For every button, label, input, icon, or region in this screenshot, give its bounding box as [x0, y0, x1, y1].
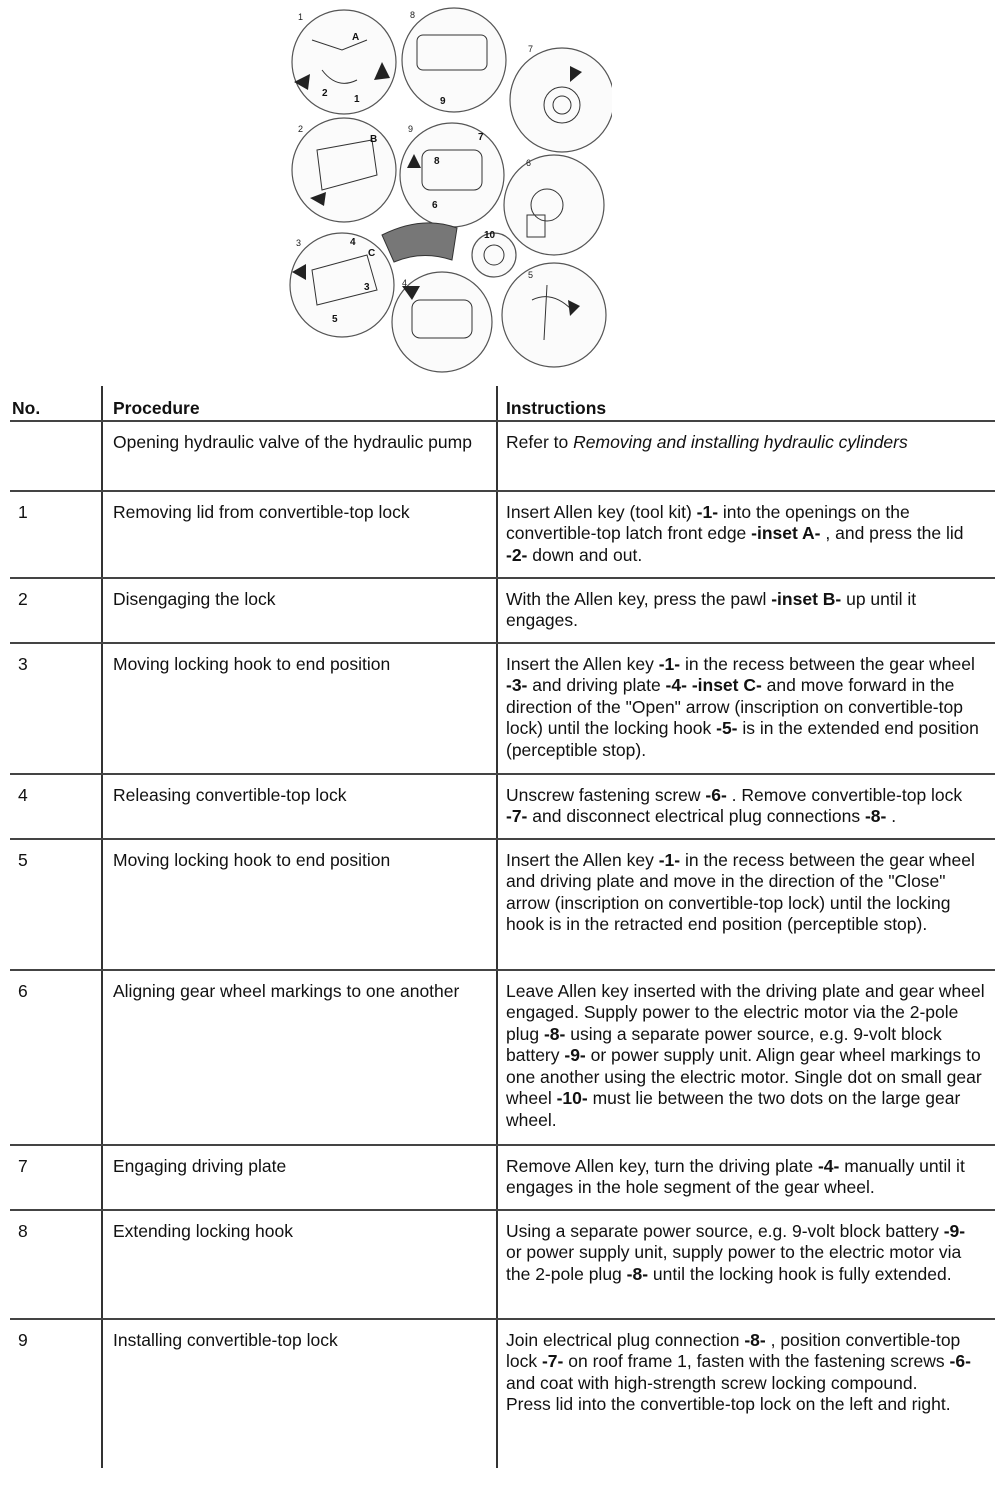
- table-row: [10, 644, 995, 775]
- part-reference: -1-: [658, 849, 681, 870]
- callout: 6: [432, 200, 438, 211]
- inset-label: 8: [410, 10, 416, 20]
- instructions-text: With the Allen key, press the pawl -inset B- up until it engages.: [506, 588, 917, 630]
- part-reference: -9-: [943, 1220, 966, 1241]
- step-number: 3: [10, 644, 103, 773]
- callout: 8: [434, 156, 440, 167]
- procedure-text: Engaging driving plate: [103, 1146, 498, 1209]
- procedure-table: [10, 386, 995, 1468]
- inset-circle-3: [290, 233, 394, 337]
- step-number: 1: [10, 492, 103, 577]
- part-reference: -8-: [626, 1263, 649, 1284]
- callout: 5: [332, 314, 338, 325]
- procedure-text: Opening hydraulic valve of the hydraulic pump: [103, 422, 498, 490]
- instructions-text: Unscrew fastening screw -6- . Remove convertible-top lock -7- and disconnect electrical plug connections -8- .: [506, 784, 963, 826]
- table-row: [10, 775, 995, 840]
- inset-label: 2: [298, 124, 304, 134]
- step-number: 9: [10, 1320, 103, 1468]
- table-row: [10, 971, 995, 1146]
- step-number: [10, 422, 103, 490]
- inset-label: 4: [402, 278, 408, 288]
- table-row: [10, 840, 995, 971]
- part-reference: -3-: [506, 675, 528, 695]
- instructions-text: Insert the Allen key -1- in the recess between the gear wheel and driving plate and move in the direction of the "Close" arrow (inscription on convertible-top lock) until the locking hook is in the retracted end position (perceptible stop).: [506, 849, 975, 934]
- callout: 1: [354, 94, 360, 105]
- part-reference: -4-: [665, 675, 687, 695]
- inset-label: 3: [296, 238, 302, 248]
- callout: 9: [440, 96, 446, 107]
- part-reference: -10-: [556, 1088, 588, 1108]
- instructions-text: Insert the Allen key -1- in the recess between the gear wheel -3- and driving plate -4- -inset C- and move forward in the direction of the "Open" arrow (inscription on convertible-top lock) until the locking hook -5- is in the extended end position (perceptible stop).: [506, 653, 979, 760]
- step-number: 2: [10, 579, 103, 642]
- callout: 10: [484, 230, 496, 241]
- inset-circle-7: [510, 48, 612, 152]
- part-reference: -2-: [506, 544, 528, 565]
- procedure-text: Aligning gear wheel markings to one another: [103, 971, 498, 1144]
- callout: 3: [364, 282, 370, 293]
- cross-reference: Removing and installing hydraulic cylinders: [573, 431, 908, 452]
- inset-circle-1: [292, 10, 396, 114]
- procedure-text: Moving locking hook to end position: [103, 644, 498, 773]
- part-reference: -9-: [564, 1045, 586, 1065]
- callout: C: [368, 248, 376, 259]
- inset-label: 7: [528, 44, 534, 54]
- procedure-text: Moving locking hook to end position: [103, 840, 498, 969]
- table-row: [10, 422, 995, 492]
- callout: 4: [350, 237, 356, 248]
- part-reference: -inset B-: [771, 588, 842, 609]
- inset-circle-9: [400, 123, 504, 227]
- step-number: 5: [10, 840, 103, 969]
- part-reference: -6-: [949, 1351, 971, 1371]
- inset-circle-5: [502, 263, 606, 367]
- table-row: [10, 1211, 995, 1320]
- procedure-text: Releasing convertible-top lock: [103, 775, 498, 838]
- callout: A: [352, 32, 360, 43]
- instructions-text: Refer to Removing and installing hydraulic cylinders: [506, 431, 908, 452]
- instructions-text: Leave Allen key inserted with the driving plate and gear wheel engaged. Supply power to the electric motor via the 2-pole plug -8- using a separate power source, e.g. 9-volt block battery -9- or power supply unit. Align gear wheel markings to one another using the electric motor. Single dot on small gear wheel -10- must lie between the two dots on the large gear wheel.: [506, 980, 985, 1130]
- callout: 7: [478, 132, 484, 143]
- part-reference: -7-: [506, 806, 528, 826]
- inset-circle-6: [504, 155, 604, 255]
- inset-label: 1: [298, 12, 304, 22]
- table-row: [10, 1320, 995, 1468]
- inset-label: 9: [408, 124, 414, 134]
- table-header-row: [10, 386, 995, 422]
- part-reference: -1-: [658, 653, 681, 674]
- table-row: [10, 579, 995, 644]
- part-reference: -8-: [543, 1023, 566, 1044]
- header-no: No.: [10, 386, 103, 420]
- instructions-text: Using a separate power source, e.g. 9-volt block battery -9- or power supply unit, supply power to the electric motor via the 2-pole plug -8- until the locking hook is fully extended.: [506, 1220, 966, 1284]
- callout: B: [370, 134, 378, 145]
- part-reference: -8-: [864, 806, 887, 826]
- procedure-text: Extending locking hook: [103, 1211, 498, 1318]
- step-number: 4: [10, 775, 103, 838]
- procedure-text: Disengaging the lock: [103, 579, 498, 642]
- header-procedure: Procedure: [103, 386, 498, 420]
- convertible-top-lock-illustration: [282, 0, 612, 380]
- inset-circle-2: [292, 118, 396, 222]
- part-reference: -inset A-: [751, 523, 821, 543]
- step-number: 7: [10, 1146, 103, 1209]
- step-number: 8: [10, 1211, 103, 1318]
- part-reference: -5-: [716, 718, 738, 738]
- header-instructions: Instructions: [506, 398, 607, 418]
- part-reference: -4-: [817, 1155, 840, 1176]
- table-row: [10, 492, 995, 579]
- part-reference: -1-: [696, 501, 719, 522]
- callout: 2: [322, 88, 328, 99]
- procedure-text: Removing lid from convertible-top lock: [103, 492, 498, 577]
- inset-label: 6: [526, 158, 532, 168]
- table-row: [10, 1146, 995, 1211]
- inset-label: 5: [528, 270, 534, 280]
- part-reference: -inset C-: [691, 675, 762, 695]
- inset-circle-8: [402, 8, 506, 112]
- procedure-text: Installing convertible-top lock: [103, 1320, 498, 1468]
- part-reference: -6-: [705, 784, 727, 805]
- roof-frame-center: [382, 223, 457, 262]
- part-reference: -8-: [744, 1329, 766, 1350]
- part-reference: -7-: [541, 1351, 564, 1371]
- instructions-text: Join electrical plug connection -8- , position convertible-top lock -7- on roof frame 1, fasten with the fastening screws -6- and coat with high-strength screw locking compound. Press lid into the convertible-top lock on the left and right.: [506, 1329, 971, 1414]
- instructions-text: Remove Allen key, turn the driving plate -4- manually until it engages in the hole segment of the gear wheel.: [506, 1155, 965, 1197]
- step-number: 6: [10, 971, 103, 1144]
- instructions-text: Insert Allen key (tool kit) -1- into the openings on the convertible-top latch front edge -inset A- , and press the lid -2- down and out.: [506, 501, 964, 565]
